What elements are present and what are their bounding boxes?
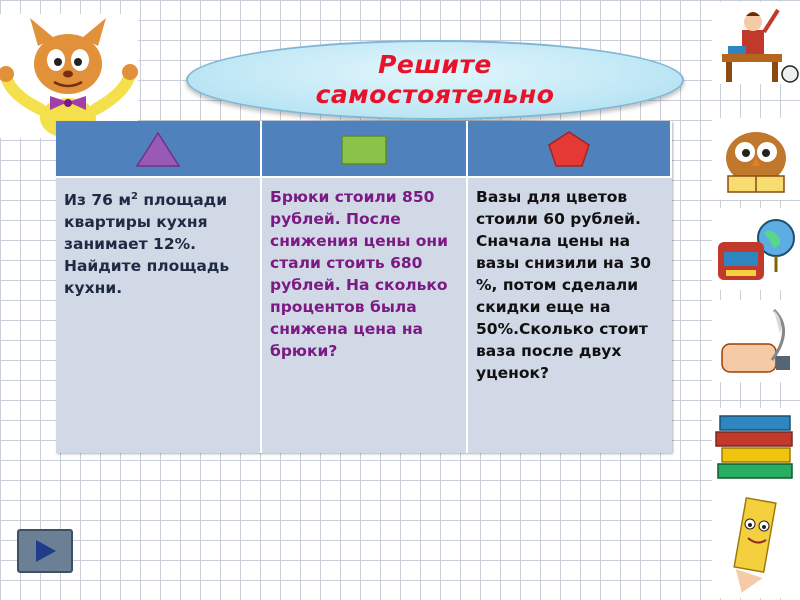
- pentagon-icon: [545, 130, 593, 168]
- header-cell-square: [262, 121, 468, 176]
- globe-and-school-bag-icon: [712, 208, 800, 290]
- square-icon: [340, 130, 388, 168]
- task-cell-3: [468, 176, 672, 453]
- header-cell-pentagon: [468, 121, 672, 176]
- task1-text-start: Из 76 м: [64, 191, 132, 210]
- header-cell-triangle: [56, 121, 262, 176]
- task3-text: Вазы для цветов стоили 60 рублей. Сначала цены на вазы снизили на 30 %, потом сделали скидки еще на 50%.Сколько стоит ваза после двух уценок?: [476, 188, 652, 382]
- stack-of-books-icon: [712, 408, 800, 490]
- cartoon-cat-mascot: [0, 14, 138, 138]
- banner-title-line1: Решите: [378, 50, 492, 79]
- banner-title-line2: самостоятельно: [315, 80, 555, 109]
- task2-text: Брюки стоили 850 рублей. После снижения цены они стали стоить 680 рублей. На сколько процентов была снижена цена на брюки?: [270, 188, 448, 360]
- triangle-icon: [134, 130, 182, 168]
- scroll-and-quill-icon: [712, 300, 800, 382]
- task-table: [56, 121, 672, 453]
- task1-superscript: 2: [131, 191, 138, 202]
- banner-title: [316, 50, 555, 110]
- pupil-at-desk-icon: [712, 2, 800, 84]
- pencil-character-icon: [712, 490, 800, 598]
- play-arrow-icon: [30, 537, 60, 565]
- next-slide-button[interactable]: [17, 529, 73, 573]
- task-cell-1: [56, 176, 262, 453]
- task-cell-2: [262, 176, 468, 453]
- task1-text-end: площади квартиры кухня занимает 12%. Найдите площадь кухни.: [64, 191, 230, 298]
- title-banner: [186, 40, 684, 120]
- owl-with-book-icon: [712, 118, 800, 200]
